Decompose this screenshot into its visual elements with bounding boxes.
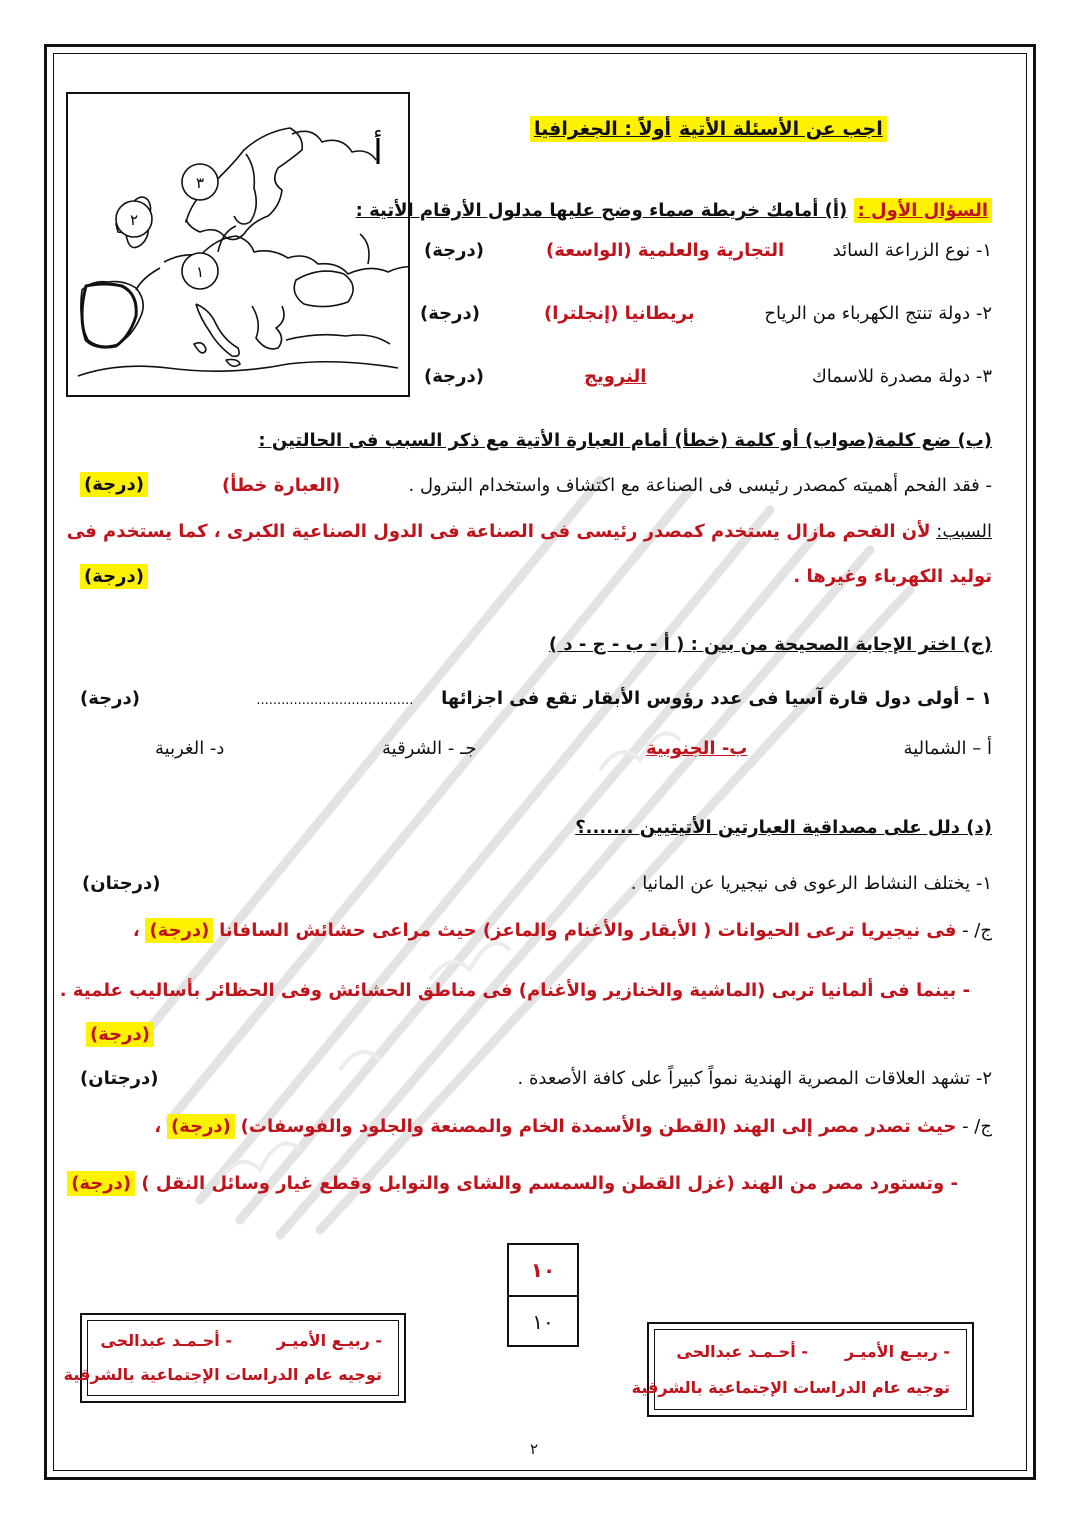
map-number-3: ٣ — [195, 174, 205, 192]
part-c-mark: (درجة) — [80, 688, 140, 709]
signature-name-1: - ربيـع الأميـر — [276, 1331, 382, 1350]
answer-1-text: فى نيجيريا ترعى الحيوانات ( الأبقار والأغنام والماعز) حيث مراعى حشائش السافانا — [219, 920, 957, 941]
part-c-title: (ج) اختر الإجابة الصحيحة من بين : ( أ - ب - ج - د ) — [548, 634, 992, 655]
answer-2-line-2-text: - وتستورد مصر من الهند (غزل القطن والسمسم والشاى والتوابل وقطع غيار وسائل النقل ) — [141, 1173, 958, 1194]
page-number: ٢ — [530, 1440, 539, 1458]
signature-box-right — [631, 1322, 974, 1417]
q1-item-1-mark: (درجة) — [424, 240, 484, 261]
signature-name-2-right: - أحـمـد عبدالحى — [676, 1342, 808, 1361]
answer-2-text: حيث تصدر مصر إلى الهند (القطن والأسمدة الخام والمصنعة والجلود والفوسفات) — [240, 1116, 957, 1137]
answer-2-comma: ، — [154, 1116, 162, 1137]
part-d-statement-1-mark: (درجتان) — [82, 873, 161, 894]
part-d-statement-1: ١- يختلف النشاط الرعوى فى نيجيريا عن المانيا . — [630, 873, 992, 894]
reason-label: السبب: — [936, 521, 992, 542]
option-d: د- الغربية — [155, 738, 225, 759]
q1-label: السؤال الأول : — [854, 198, 992, 223]
option-c: جـ - الشرقية — [382, 738, 477, 759]
part-c-question-row — [256, 688, 992, 709]
map-number-2: ٢ — [129, 211, 139, 229]
part-b-mark-2: (درجة) — [80, 564, 148, 589]
europe-outline — [68, 94, 408, 395]
answer-1-mark: (درجة) — [145, 918, 213, 943]
score-earned: ١٠ — [530, 1258, 556, 1282]
q1-item-3-answer: النرويج — [584, 366, 647, 387]
instruction-text: اجب عن الأسئلة الأتية — [675, 116, 887, 142]
answer-prefix: ج/ - — [962, 920, 992, 941]
answer-prefix-2: ج/ - — [962, 1116, 992, 1137]
q1-item-3-prompt: ٣- دولة مصدرة للاسماك — [811, 366, 992, 387]
score-box — [507, 1243, 579, 1347]
q1-item-1-answer: التجارية والعلمية (الواسعة) — [546, 240, 785, 261]
q1-intro: (أ) أمامك خريطة صماء وضح عليها مدلول الأرقام الأتية : — [355, 200, 848, 221]
q1-item-2-answer: بريطانيا (إنجلترا) — [544, 303, 695, 324]
part-d-title: (د) دلل على مصداقية العبارتين الأتيتيين .......؟ — [575, 817, 992, 838]
part-d-statement-2: ٢- تشهد العلاقات المصرية الهندية نمواً كبيراً على كافة الأصعدة . — [517, 1068, 992, 1089]
part-d-statement-2-mark: (درجتان) — [80, 1068, 159, 1089]
section-title: أولاً : الجغرافيا — [530, 116, 675, 142]
part-b-reason — [67, 521, 992, 542]
q1-item-2-mark: (درجة) — [420, 303, 480, 324]
signature-box-left — [63, 1313, 406, 1403]
map-corner-label: أ — [373, 133, 383, 173]
reason-line-1: لأن الفحم مازال يستخدم كمصدر رئيسى فى الصناعة فى الدول الصناعية الكبرى ، كما يستخدم فى — [66, 521, 931, 542]
part-b-statement: - فقد الفحم أهميته كمصدر رئيسى فى الصناعة مع اكتشاف واستخدام البترول . — [408, 475, 992, 496]
map-number-1: ١ — [195, 263, 205, 281]
part-b-verdict: (العبارة خطأ) — [222, 475, 341, 496]
part-b-mark-1: (درجة) — [80, 472, 148, 497]
option-b-correct: ب- الجنوبية — [646, 738, 748, 759]
part-d-answer-1-line-1 — [133, 920, 992, 941]
q1-item-1-prompt: ١- نوع الزراعة السائد — [832, 240, 992, 261]
answer-2-mark-2: (درجة) — [67, 1171, 135, 1196]
part-d-answer-2-line-2 — [67, 1173, 958, 1194]
signature-name-1-right: - ربيـع الأميـر — [844, 1342, 950, 1361]
q1-heading — [356, 200, 992, 221]
answer-blank: ...................................... — [256, 693, 414, 708]
reason-line-2: توليد الكهرباء وغيرها . — [793, 566, 992, 587]
part-d-answer-2-line-1 — [154, 1116, 992, 1137]
signature-name-2: - أحـمـد عبدالحى — [100, 1331, 232, 1350]
part-b-title: (ب) ضع كلمة(صواب) أو كلمة (خطأ) أمام العبارة الأتية مع ذكر السبب فى الحالتين : — [258, 430, 992, 451]
score-total: ١٠ — [532, 1310, 554, 1334]
part-c-question: ١ – أولى دول قارة آسيا فى عدد رؤوس الأبقار تقع فى اجزائها — [441, 688, 992, 709]
answer-2-mark: (درجة) — [167, 1114, 235, 1139]
part-d-answer-1-line-2: - بينما فى ألمانيا تربى (الماشية والخنازير والأغنام) فى مناطق الحشائش وفى الحظائر بأساليب علمية . — [59, 980, 970, 1001]
q1-item-3-mark: (درجة) — [424, 366, 484, 387]
option-a: أ – الشمالية — [903, 738, 992, 759]
signature-title-right: توجيه عام الدراسات الإجتماعية بالشرقية — [631, 1378, 950, 1397]
q1-item-2-prompt: ٢- دولة تنتج الكهرباء من الرياح — [764, 303, 992, 324]
blank-map-europe — [66, 92, 410, 397]
page-title — [530, 118, 887, 140]
answer-1-comma: ، — [132, 920, 140, 941]
signature-title: توجيه عام الدراسات الإجتماعية بالشرقية — [63, 1365, 382, 1384]
part-d-answer-1-mark-2: (درجة) — [86, 1022, 154, 1047]
